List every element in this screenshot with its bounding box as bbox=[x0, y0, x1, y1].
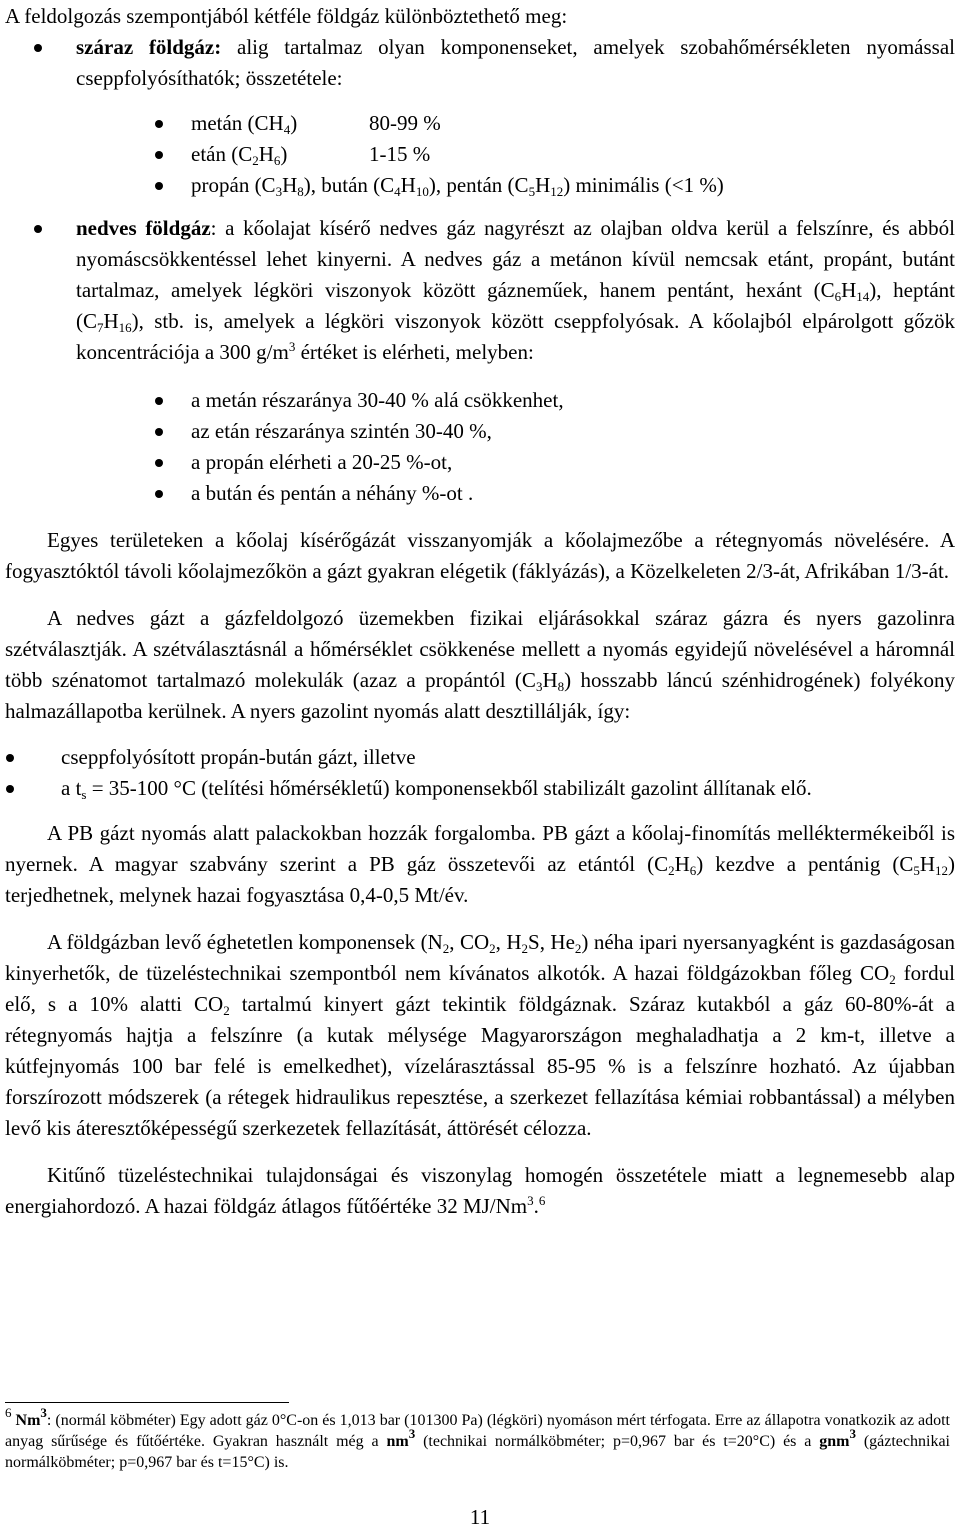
wet-gas-item: nedves földgáz: a kőolajat kísérő nedves gáz nagyrészt az olajban oldva kerül a felszínre, és abból nyomáscsökkentéssel lehet kinyerni. A nedves gáz a metánon kívül nemcsak etánt, propánt, butánt tartalmaz, amelyek légköri viszonyok között gázneműek, hanem pentánt, hexánt $(C_6H_{14})$, heptánt $(C_7H_{16})$, stb. is, amelyek a légköri viszonyok között cseppfolyósak. A kőolajból elpárolgott gőzök koncentrációja a 300 $g/m^3$ értéket is elérheti, melyben: a metán részaránya 30-40 % alá csökkenhet, az etán részaránya szintén 30-40 %, a propán elérheti a 20-25 %-ot, a bután és pentán a néhány %-ot . bbox=[5, 213, 955, 509]
page-number: 11 bbox=[469, 1505, 491, 1529]
footnote: $^6$ Nm$^3$: (normál köbméter) Egy adott gáz 0°C-on és 1,013 bar (101300 Pa) (légköri) nyomáson mért térfogata. Erre az állapotra vonatkozik az adott anyag sűrűsége és fűtőértéke. Gyakran használt még a $nm^3$ (technikai normálköbméter; p=0,967 bar és t=20°C) és a gnm$^3$ (gáztechnikai normálköbméter; p=0,967 bar és t=15°C) is. bbox=[5, 1405, 951, 1471]
component-item: metán $(CH_4)$ 80-99 % bbox=[76, 108, 955, 139]
list-item: a bután és pentán a néhány %-ot . bbox=[76, 478, 955, 509]
list-item: az etán részaránya szintén 30-40 %, bbox=[76, 416, 955, 447]
footnote-number: 6 bbox=[5, 1405, 12, 1420]
document-page bbox=[5, 0, 955, 1222]
paragraph-energy: Kitűnő tüzeléstechnikai tulajdonságai és viszonylag homogén összetétele miatt a legnemesebb alap energiahordozó. A hazai földgáz átlagos fűtőértéke 32 MJ/Nm$^3$.$^6$ bbox=[5, 1163, 955, 1218]
paragraph-incombustible: A földgázban levő éghetetlen komponensek ($N_2$, $CO_2$, $H_2S$, $He_2$) néha ipari nyersanyagként is gazdaságosan kinyerhetők, de tüzeléstechnikai szempontból nem kívánatos alkotók. A hazai földgázokban főleg $CO_2$ fordul elő, s a 10% alatti $CO_2$ tartalmú kinyert gázt tekintik földgáznak. Száraz kutakból a gáz 60-80%-át a rétegnyomás hajtja a felszínre (a kutak mélysége Magyarországon meghaladhatja a 2 km-t, illetve a kútfejnyomás 100 bar felé is emelkedhet), vízelárasztással 85-95 % is a felszínre hozható. Az újabban forszírozott módszerek (a rétegek hidraulikus repesztése, a szerkezet fellazítása kémiai robbantással) a mélyben levő kis áteresztőképességű szerkezetek fellazítását, áttörését célozza. bbox=[5, 930, 956, 1140]
products-list bbox=[5, 742, 955, 804]
paragraph-separation: A nedves gázt a gázfeldolgozó üzemekben fizikai eljárásokkal száraz gázra és nyers gazolinra szétválasztják. A szétválasztásnál a hőmérséklet csökkenése mellett a nyomás egyidejű növelésével a háromnál több szénatomot tartalmazó molekulák (azaz a propántól $(C_3H_8)$ hosszabb láncú szénhidrogének) folyékony halmazállapotba kerülnek. A nyers gazolint nyomás alatt desztillálják, így: bbox=[5, 606, 955, 723]
list-item: a propán elérheti a 20-25 %-ot, bbox=[76, 447, 955, 478]
component-item: propán $(C_3H_8)$, bután $(C_4H_{10})$, pentán $(C_5H_{12})$ minimális (<1 %) bbox=[76, 170, 955, 201]
paragraph-reinjection: Egyes területeken a kőolaj kísérőgázát visszanyomják a kőolajmezőbe a rétegnyomás növelésére. A fogyasztóktól távoli kőolajmezőkön a gázt gyakran elégetik (fáklyázás), a Közelkeleten 2/3-át, Afrikában 1/3-át. bbox=[5, 528, 955, 583]
list-item: a $t_s = 35-100$ °C (telítési hőmérsékletű) komponensekből stabilizált gazolint állítanak elő. bbox=[5, 773, 955, 804]
paragraph-pb-gas: A PB gázt nyomás alatt palackokban hozzák forgalomba. PB gázt a kőolaj-finomítás melléktermékeiből is nyernek. A magyar szabvány szerint a PB gáz összetevői az etántól $(C_2H_6)$ kezdve a pentánig $(C_5H_{12})$ terjedhetnek, melynek hazai fogyasztása 0,4-0,5 Mt/év. bbox=[5, 821, 955, 907]
gas-types-list bbox=[5, 32, 955, 509]
dry-gas-composition-list bbox=[76, 108, 955, 201]
wet-gas-composition-list bbox=[76, 385, 955, 509]
footnote-divider bbox=[5, 1402, 289, 1403]
wet-gas-term: nedves földgáz bbox=[76, 216, 211, 240]
dry-gas-term: száraz földgáz: bbox=[76, 35, 222, 59]
dry-gas-item: száraz földgáz: alig tartalmaz olyan komponenseket, amelyek szobahőmérsékleten nyomással cseppfolyósíthatók; összetétele: metán $(CH_4)$ 80-99 % etán $(C_2H_6)$ 1-15 % propán $(C_3H_8)$, bután $(C_4H_{10})$, pentán $(C_5H_{12})$ minimális (<1 %) bbox=[5, 32, 955, 201]
component-item: etán $(C_2H_6)$ 1-15 % bbox=[76, 139, 955, 170]
list-item: a metán részaránya 30-40 % alá csökkenhet, bbox=[76, 385, 955, 416]
footnote-ref[interactable]: 6 bbox=[538, 1193, 546, 1208]
list-item: cseppfolyósított propán-bután gázt, illetve bbox=[5, 742, 955, 773]
intro-text: A feldolgozás szempontjából kétféle földgáz különböztethető meg: bbox=[5, 4, 568, 28]
